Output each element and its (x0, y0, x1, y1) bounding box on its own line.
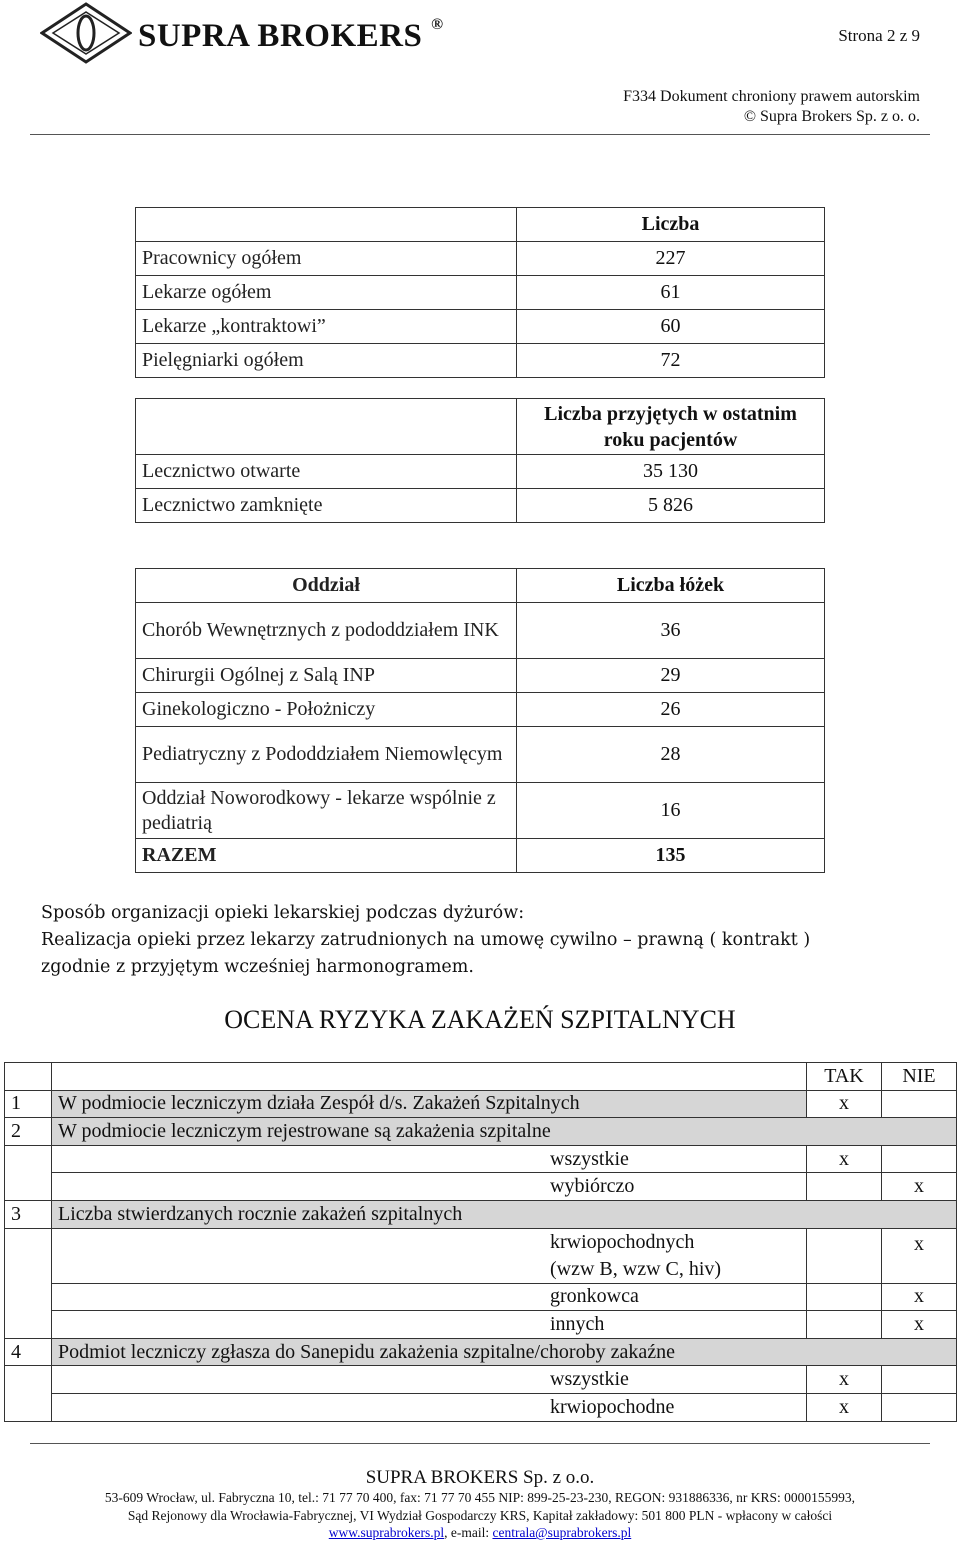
footer-registry: Sąd Rejonowy dla Wrocławia-Fabrycznej, VI Wydział Gospodarczy KRS, Kapitał zakładowy: 501 800 PLN - wpłacony w całości (127, 1508, 833, 1523)
table-row: Lecznictwo zamknięte 5 826 (136, 489, 825, 523)
table-row: Lecznictwo otwarte 35 130 (136, 455, 825, 489)
table-row: Lekarze „kontraktowi” 60 (136, 310, 825, 344)
footer-contact: www.suprabrokers.pl, e-mail: centrala@suprabrokers.pl (328, 1525, 632, 1540)
patients-col-header: Liczba przyjętych w ostatnim roku pacjentów (517, 399, 825, 455)
page-number: Strona 2 z 9 (838, 26, 920, 45)
risk-table (4, 1062, 957, 1422)
table-row: wybiórczo x (5, 1173, 957, 1201)
patients-table (135, 398, 825, 523)
table-row: Oddział Noworodkowy - lekarze wspólnie z pediatrią 16 (136, 783, 825, 839)
table-row: gronkowca x (5, 1283, 957, 1311)
table-row: wszystkie x (5, 1145, 957, 1173)
section-title: OCENA RYZYKA ZAKAŻEŃ SZPITALNYCH (224, 1005, 736, 1034)
header-divider (30, 134, 930, 135)
col-no: NIE (882, 1063, 957, 1091)
company-logo (40, 2, 132, 64)
table-row: wszystkie x (5, 1366, 957, 1394)
brand-name: SUPRA BROKERS ® (138, 16, 444, 54)
table-row: 1 W podmiocie leczniczym działa Zespół d/s. Zakażeń Szpitalnych x (5, 1090, 957, 1118)
staff-header-empty (136, 208, 517, 242)
table-row: Pediatryczny z Pododdziałem Niemowlęcym 28 (136, 727, 825, 783)
total-row: RAZEM 135 (136, 839, 825, 873)
table-row: innych x (5, 1311, 957, 1339)
copyright-notice: F334 Dokument chroniony prawem autorskim (623, 88, 920, 105)
table-row: 2 W podmiocie leczniczym rejestrowane są zakażenia szpitalne (5, 1118, 957, 1146)
table-row: Chorób Wewnętrznych z pododdziałem INK 36 (136, 603, 825, 659)
footer-company: SUPRA BROKERS Sp. z o.o. (365, 1467, 595, 1488)
table-row: Pielęgniarki ogółem 72 (136, 344, 825, 378)
footer-address: 53-609 Wrocław, ul. Fabryczna 10, tel.: 71 77 70 400, fax: 71 77 70 455 NIP: 899-25-23-230, REGON: 931886336, nr KRS: 0000155993, (104, 1490, 856, 1505)
table-row: Chirurgii Ogólnej z Salą INP 29 (136, 659, 825, 693)
wards-table (135, 568, 825, 873)
copyright-owner: © Supra Brokers Sp. z o. o. (743, 108, 920, 125)
table-row: krwiopochodnych (wzw B, wzw C, hiv) x (5, 1228, 957, 1283)
table-row: Ginekologiczno - Położniczy 26 (136, 693, 825, 727)
table-row: Pracownicy ogółem 227 (136, 242, 825, 276)
table-row: Lekarze ogółem 61 (136, 276, 825, 310)
table-row: 3 Liczba stwierdzanych rocznie zakażeń szpitalnych (5, 1200, 957, 1228)
website-link[interactable]: www.suprabrokers.pl (328, 1525, 445, 1540)
footer-divider (30, 1443, 930, 1444)
wards-col1-header: Oddział (136, 569, 517, 603)
email-link[interactable]: centrala@suprabrokers.pl (492, 1525, 632, 1540)
staff-col-header: Liczba (517, 208, 825, 242)
organization-paragraph: Sposób organizacji opieki lekarskiej podczas dyżurów: Realizacja opieki przez lekarzy zatrudnionych na umowę cywilno – prawną ( kontrakt ) zgodnie z przyjętym wcześniej harmonogramem. (41, 903, 811, 977)
wards-col2-header: Liczba łóżek (517, 569, 825, 603)
col-yes: TAK (807, 1063, 882, 1091)
staff-table (135, 207, 825, 378)
table-row: krwiopochodne x (5, 1393, 957, 1421)
table-row: 4 Podmiot leczniczy zgłasza do Sanepidu zakażenia szpitalne/choroby zakaźne (5, 1338, 957, 1366)
